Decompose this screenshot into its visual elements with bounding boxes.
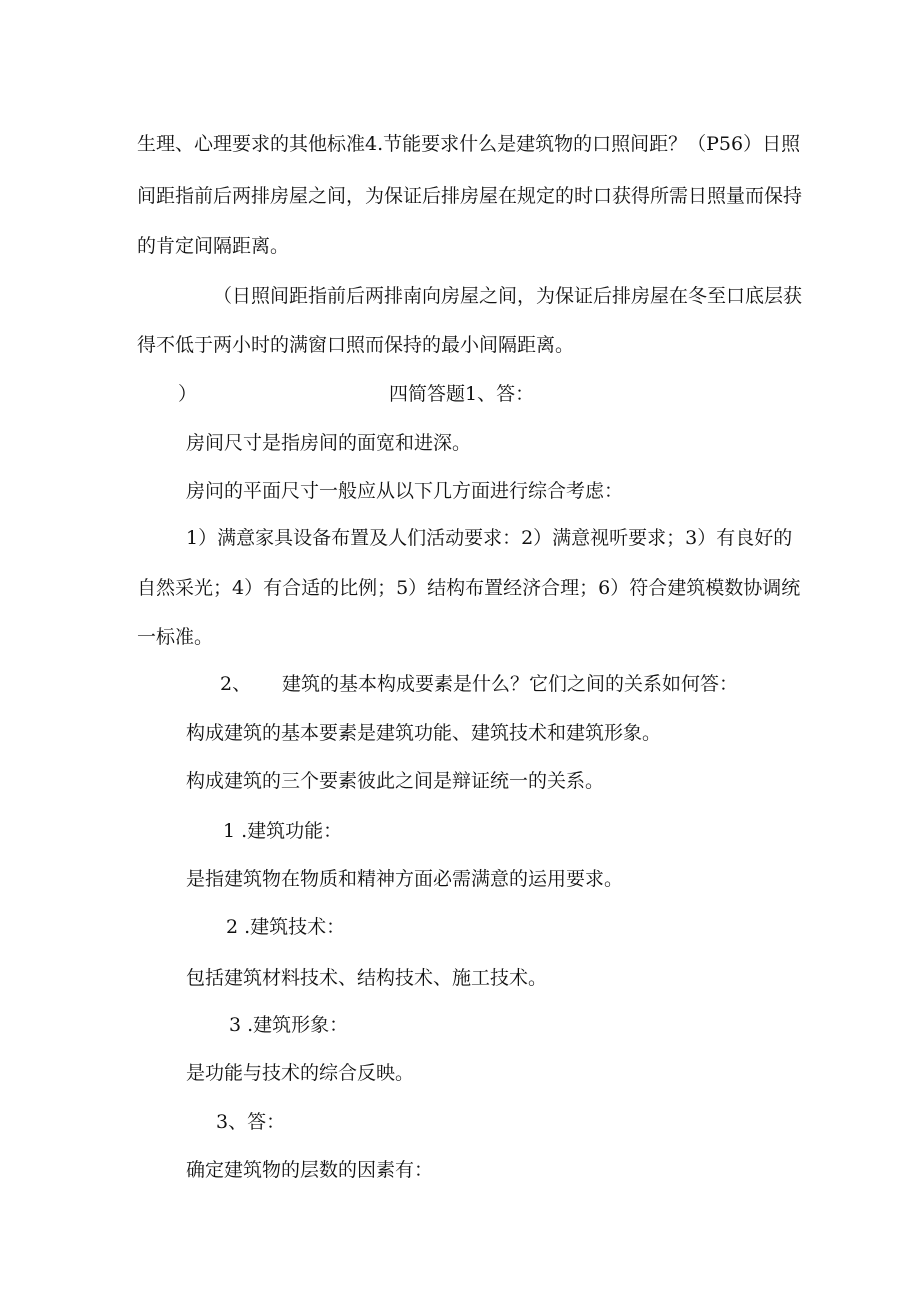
text-line: （日照间距指前后两排南向房屋之间，为保证后排房屋在冬至口底层获	[213, 285, 803, 307]
text-line: 是指建筑物在物质和精神方面必需满意的运用要求。	[186, 868, 624, 890]
text-line: 一标准。	[137, 626, 214, 648]
question-number: 2、	[220, 673, 252, 695]
question-heading: 3、答：	[216, 1111, 286, 1133]
text-line: 房问的平面尺寸一般应从以下几方面进行综合考虑：	[186, 480, 624, 502]
text-line: 房间尺寸是指房间的面宽和进深。	[186, 432, 472, 454]
text-line: 生理、心理要求的其他标准4.节能要求什么是建筑物的口照间距？（P56）日照	[137, 133, 801, 155]
subheading: 1 .建筑功能：	[223, 820, 343, 842]
text-line: 是功能与技术的综合反映。	[186, 1062, 415, 1084]
text-line: 构成建筑的三个要素彼此之间是辩证统一的关系。	[186, 770, 605, 792]
text-line: 1）满意家具设备布置及人们活动要求：2）满意视听要求；3）有良好的	[186, 527, 793, 549]
section-heading: 四简答题1、答：	[389, 383, 535, 405]
text-line: 确定建筑物的层数的因素有：	[186, 1159, 434, 1181]
text-line: 间距指前后两排房屋之间，为保证后排房屋在规定的时口获得所需日照量而保持	[137, 185, 803, 207]
text-line: 的肯定间隔距离。	[137, 235, 290, 257]
text-line: 自然采光；4）有合适的比例；5）结构布置经济合理；6）符合建筑模数协调统	[137, 577, 801, 599]
text-line: ）	[178, 383, 198, 405]
subheading: 3 .建筑形象：	[229, 1014, 349, 1036]
text-line: 构成建筑的基本要素是建筑功能、建筑技术和建筑形象。	[186, 722, 662, 744]
question-text: 建筑的基本构成要素是什么？它们之间的关系如何答：	[282, 673, 739, 695]
subheading: 2 .建筑技术：	[226, 916, 346, 938]
text-line: 得不低于两小时的满窗口照而保持的最小间隔距离。	[137, 334, 575, 356]
text-line: 包括建筑材料技术、结构技术、施工技术。	[186, 967, 548, 989]
